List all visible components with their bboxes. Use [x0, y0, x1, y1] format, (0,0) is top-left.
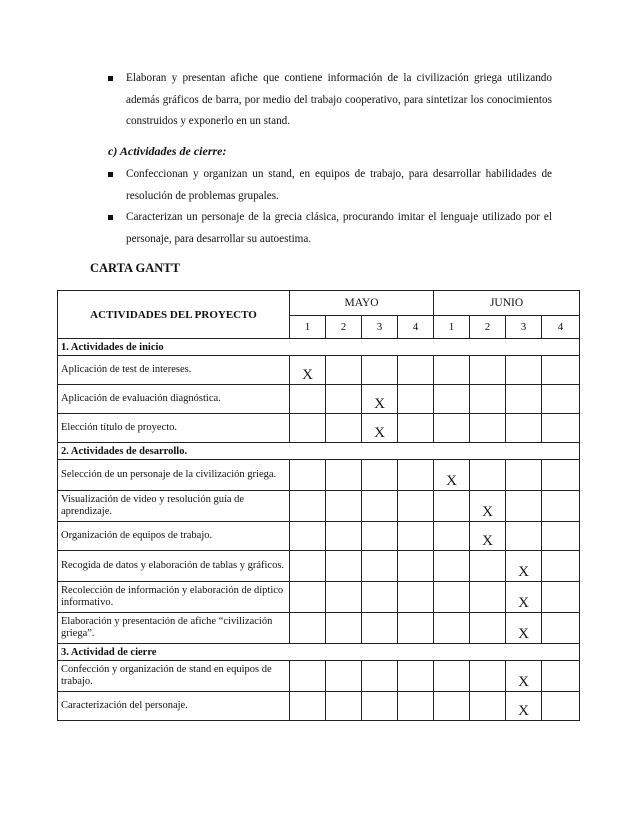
- bullet-text: Caracterizan un personaje de la grecia clásica, procurando imitar el lenguaje utilizado por el personaje, para desarrollar su autoestima.: [126, 211, 552, 245]
- schedule-mark: X: [506, 551, 542, 582]
- schedule-cell: [542, 582, 580, 613]
- schedule-cell: [362, 491, 398, 522]
- schedule-mark: X: [362, 385, 398, 414]
- activity-name: Selección de un personaje de la civilización griega.: [58, 460, 290, 491]
- schedule-cell: [362, 692, 398, 721]
- schedule-cell: [362, 551, 398, 582]
- month-header-junio: JUNIO: [434, 291, 580, 316]
- schedule-cell: [542, 356, 580, 385]
- table-row: [58, 582, 580, 613]
- schedule-cell: [434, 692, 470, 721]
- table-row: [58, 692, 580, 721]
- schedule-cell: [470, 582, 506, 613]
- schedule-cell: [434, 356, 470, 385]
- schedule-cell: [542, 460, 580, 491]
- schedule-cell: [290, 522, 326, 551]
- table-row: [58, 613, 580, 644]
- table-row: [58, 661, 580, 692]
- schedule-cell: [398, 551, 434, 582]
- schedule-mark: X: [290, 356, 326, 385]
- schedule-cell: [398, 385, 434, 414]
- schedule-cell: [398, 661, 434, 692]
- schedule-cell: [434, 414, 470, 443]
- activity-name: Confección y organización de stand en equipos de trabajo.: [58, 661, 290, 692]
- schedule-cell: [326, 613, 362, 644]
- schedule-cell: [542, 522, 580, 551]
- schedule-cell: [326, 414, 362, 443]
- schedule-cell: [290, 414, 326, 443]
- section-row: [58, 443, 580, 460]
- section-title: 2. Actividades de desarrollo.: [58, 443, 580, 460]
- schedule-mark: X: [506, 582, 542, 613]
- schedule-mark: X: [506, 692, 542, 721]
- schedule-cell: [542, 414, 580, 443]
- schedule-cell: [542, 692, 580, 721]
- intro-bullet-list: [108, 68, 552, 133]
- bullet-text: Elaboran y presentan afiche que contiene información de la civilización griega utilizando además gráficos de barra, por medio del trabajo cooperativo, para sintetizar los conocimientos construidos y exponerlo en un stand.: [126, 72, 552, 127]
- schedule-cell: [362, 661, 398, 692]
- schedule-cell: [398, 582, 434, 613]
- schedule-cell: [326, 356, 362, 385]
- schedule-cell: [398, 460, 434, 491]
- schedule-cell: [362, 522, 398, 551]
- schedule-cell: [326, 522, 362, 551]
- activity-name: Organización de equipos de trabajo.: [58, 522, 290, 551]
- schedule-cell: [290, 491, 326, 522]
- schedule-cell: [362, 460, 398, 491]
- schedule-cell: [326, 491, 362, 522]
- schedule-cell: [506, 491, 542, 522]
- schedule-cell: [326, 460, 362, 491]
- week-header: 3: [506, 316, 542, 339]
- schedule-cell: [362, 582, 398, 613]
- activity-name: Aplicación de evaluación diagnóstica.: [58, 385, 290, 414]
- week-header: 2: [326, 316, 362, 339]
- schedule-cell: [398, 692, 434, 721]
- schedule-cell: [326, 582, 362, 613]
- schedule-cell: [326, 551, 362, 582]
- schedule-cell: [470, 460, 506, 491]
- schedule-cell: [326, 385, 362, 414]
- week-header: 4: [398, 316, 434, 339]
- activity-name: Recogida de datos y elaboración de tablas y gráficos.: [58, 551, 290, 582]
- schedule-mark: X: [470, 491, 506, 522]
- schedule-cell: [470, 385, 506, 414]
- week-header: 3: [362, 316, 398, 339]
- schedule-cell: [434, 551, 470, 582]
- schedule-cell: [362, 356, 398, 385]
- schedule-cell: [290, 582, 326, 613]
- schedule-cell: [470, 356, 506, 385]
- schedule-cell: [470, 692, 506, 721]
- section-title: 1. Actividades de inicio: [58, 339, 580, 356]
- schedule-cell: [398, 522, 434, 551]
- schedule-cell: [434, 522, 470, 551]
- table-row: [58, 356, 580, 385]
- bullet-text: Confeccionan y organizan un stand, en equipos de trabajo, para desarrollar habilidades de resolución de problemas grupales.: [126, 168, 552, 202]
- schedule-cell: [470, 414, 506, 443]
- activity-name: Recolección de información y elaboración de díptico informativo.: [58, 582, 290, 613]
- schedule-cell: [434, 613, 470, 644]
- schedule-cell: [326, 661, 362, 692]
- activities-column-header: ACTIVIDADES DEL PROYECTO: [58, 291, 290, 339]
- schedule-cell: [506, 356, 542, 385]
- square-bullet-icon: [108, 172, 113, 177]
- table-row: [58, 491, 580, 522]
- bullet-item: [108, 164, 552, 207]
- schedule-cell: [398, 491, 434, 522]
- schedule-cell: [542, 613, 580, 644]
- schedule-cell: [506, 460, 542, 491]
- schedule-cell: [542, 661, 580, 692]
- schedule-cell: [434, 582, 470, 613]
- schedule-cell: [290, 551, 326, 582]
- closing-bullet-list: [108, 164, 552, 250]
- table-row: [58, 460, 580, 491]
- schedule-cell: [434, 491, 470, 522]
- activity-name: Caracterización del personaje.: [58, 692, 290, 721]
- section-row: [58, 339, 580, 356]
- bullet-item: [108, 207, 552, 250]
- schedule-mark: X: [362, 414, 398, 443]
- schedule-cell: [542, 551, 580, 582]
- table-row: [58, 522, 580, 551]
- schedule-cell: [398, 613, 434, 644]
- schedule-cell: [398, 414, 434, 443]
- table-row: [58, 551, 580, 582]
- schedule-cell: [506, 385, 542, 414]
- schedule-cell: [290, 460, 326, 491]
- week-header: 1: [290, 316, 326, 339]
- schedule-cell: [434, 385, 470, 414]
- section-title: 3. Actividad de cierre: [58, 644, 580, 661]
- bullet-item: [108, 68, 552, 133]
- schedule-cell: [542, 491, 580, 522]
- table-row: [58, 414, 580, 443]
- section-row: [58, 644, 580, 661]
- week-header: 1: [434, 316, 470, 339]
- schedule-cell: [470, 613, 506, 644]
- week-header: 4: [542, 316, 580, 339]
- activity-name: Aplicación de test de intereses.: [58, 356, 290, 385]
- gantt-chart-title: CARTA GANTT: [90, 261, 180, 275]
- gantt-body: [58, 339, 580, 721]
- activity-name: Visualización de video y resolución guía de aprendizaje.: [58, 491, 290, 522]
- schedule-cell: [362, 613, 398, 644]
- schedule-cell: [290, 661, 326, 692]
- schedule-cell: [542, 385, 580, 414]
- gantt-table: [57, 290, 580, 721]
- schedule-cell: [398, 356, 434, 385]
- schedule-cell: [290, 613, 326, 644]
- schedule-mark: X: [470, 522, 506, 551]
- schedule-cell: [434, 661, 470, 692]
- schedule-cell: [506, 522, 542, 551]
- schedule-cell: [470, 551, 506, 582]
- schedule-cell: [290, 692, 326, 721]
- closing-activities-heading: c) Actividades de cierre:: [108, 144, 227, 158]
- square-bullet-icon: [108, 215, 113, 220]
- schedule-cell: [506, 414, 542, 443]
- activity-name: Elaboración y presentación de afiche “civilización griega”.: [58, 613, 290, 644]
- schedule-cell: [470, 661, 506, 692]
- schedule-mark: X: [434, 460, 470, 491]
- schedule-cell: [290, 385, 326, 414]
- week-header: 2: [470, 316, 506, 339]
- square-bullet-icon: [108, 76, 113, 81]
- month-header-mayo: MAYO: [290, 291, 434, 316]
- schedule-mark: X: [506, 661, 542, 692]
- schedule-mark: X: [506, 613, 542, 644]
- schedule-cell: [326, 692, 362, 721]
- activity-name: Elección título de proyecto.: [58, 414, 290, 443]
- table-row: [58, 385, 580, 414]
